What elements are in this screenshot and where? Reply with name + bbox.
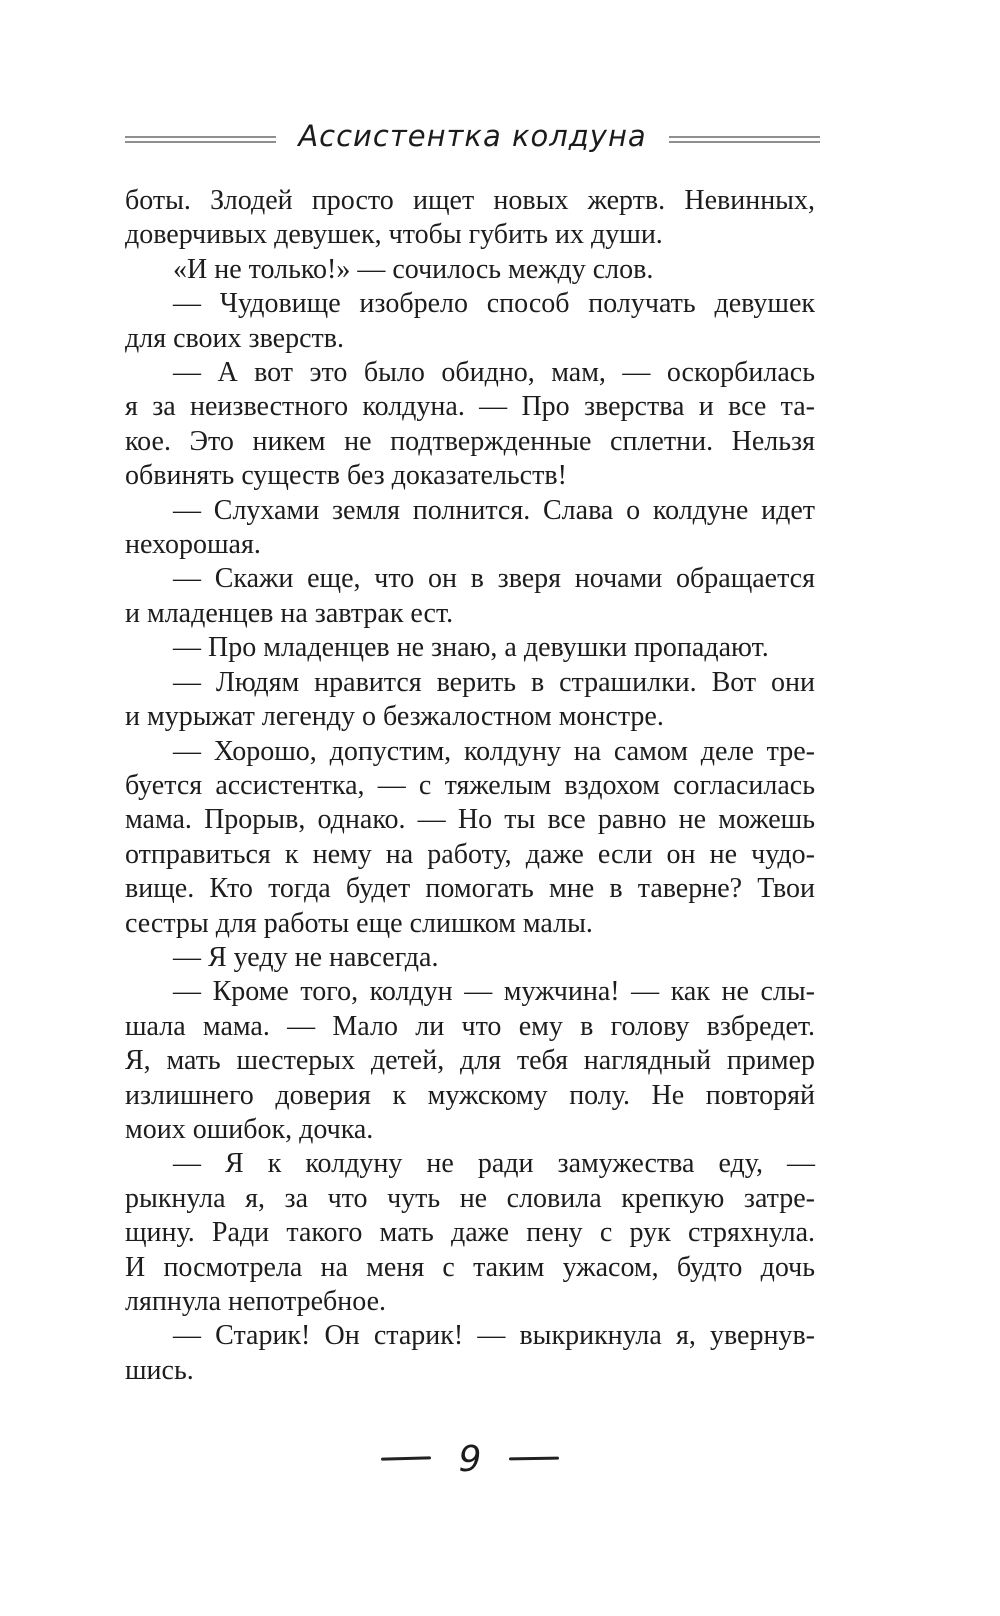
page-text	[125, 184, 815, 1388]
book-title: Ассистентка колдуна	[298, 119, 647, 153]
text-line: шись.	[125, 1354, 194, 1386]
paragraph	[125, 735, 815, 941]
text-line: вище. Кто тогда будет помогать мне в таверне? Твои	[125, 873, 815, 905]
paragraph	[125, 1319, 815, 1388]
text-line: И посмотрела на меня с таким ужасом, будто дочь	[125, 1251, 815, 1283]
footer-dash-right	[509, 1456, 559, 1460]
text-line: — А вот это было обидно, мам, — оскорбилась	[173, 357, 815, 389]
footer-dash-left	[381, 1456, 431, 1460]
text-line: — Чудовище изобрело способ получать девушек	[173, 288, 815, 320]
page-footer	[125, 1428, 815, 1488]
paragraph	[125, 253, 815, 287]
text-line: обвинять существ без доказательств!	[125, 460, 567, 492]
text-line: — Хорошо, допустим, колдуну на самом деле тре-	[173, 735, 815, 767]
text-line: нехорошая.	[125, 529, 261, 561]
text-line: и мурыжат легенду о безжалостном монстре.	[125, 701, 664, 733]
text-line: боты. Злодей просто ищет новых жертв. Невинных,	[125, 185, 815, 216]
paragraph	[125, 975, 815, 1147]
text-line: мама. Прорыв, однако. — Но ты все равно не можешь	[125, 804, 815, 836]
text-line: отправиться к нему на работу, даже если он не чудо-	[125, 838, 815, 870]
text-line: щину. Ради такого мать даже пену с рук стряхнула.	[125, 1217, 815, 1249]
text-line: — Старик! Он старик! — выкрикнула я, увернув-	[173, 1320, 815, 1352]
text-line: буется ассистентка, — с тяжелым вздохом согласилась	[125, 769, 815, 801]
text-line: и младенцев на завтрак ест.	[125, 597, 454, 629]
text-line: для своих зверств.	[125, 322, 344, 354]
text-line: — Скажи еще, что он в зверя ночами обращается	[173, 563, 815, 595]
text-line: — Про младенцев не знаю, а девушки пропадают.	[173, 632, 769, 664]
paragraph	[125, 494, 815, 563]
text-line: «И не только!» — сочилось между слов.	[173, 253, 654, 285]
text-line: — Кроме того, колдун — мужчина! — как не слы-	[173, 976, 815, 1008]
page-number: 9	[458, 1439, 482, 1480]
paragraph	[125, 666, 815, 735]
text-line: — Я к колдуну не ради замужества еду, —	[173, 1148, 815, 1180]
text-line: Я, мать шестерых детей, для тебя наглядный пример	[125, 1045, 815, 1077]
paragraph	[125, 287, 815, 356]
header-rule-left	[125, 136, 276, 143]
paragraph	[125, 184, 815, 253]
text-line: доверчивых девушек, чтобы губить их души.	[125, 219, 663, 251]
paragraph	[125, 941, 815, 975]
text-line: кое. Это никем не подтвержденные сплетни. Нельзя	[125, 425, 815, 457]
text-line: — Слухами земля полнится. Слава о колдуне идет	[173, 494, 815, 526]
text-line: рыкнула я, за что чуть не словила крепкую затре-	[125, 1182, 815, 1214]
text-line: излишнего доверия к мужскому полу. Не повторяй	[125, 1079, 815, 1111]
text-line: сестры для работы еще слишком малы.	[125, 907, 593, 939]
header-rule-right	[669, 136, 820, 143]
paragraph	[125, 631, 815, 665]
text-line: я за неизвестного колдуна. — Про зверства и все та-	[125, 391, 815, 423]
paragraph	[125, 562, 815, 631]
text-line: — Я уеду не навсегда.	[173, 941, 439, 973]
paragraph	[125, 356, 815, 494]
paragraph	[125, 1147, 815, 1319]
text-line: шала мама. — Мало ли что ему в голову взбредет.	[125, 1010, 815, 1042]
text-line: ляпнула непотребное.	[125, 1286, 387, 1317]
page-header	[125, 118, 820, 160]
text-line: моих ошибок, дочка.	[125, 1113, 374, 1145]
text-line: — Людям нравится верить в страшилки. Вот они	[173, 666, 815, 698]
